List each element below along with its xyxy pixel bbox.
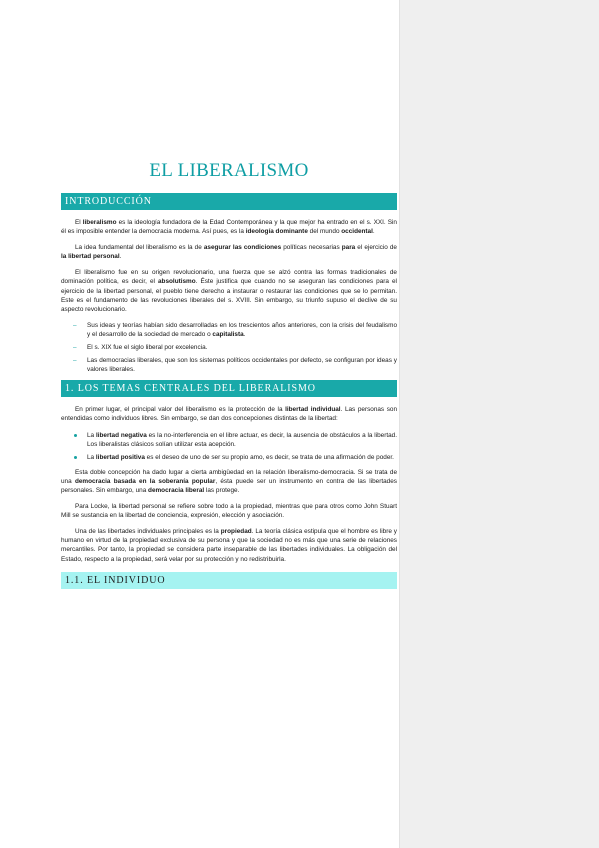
- section1-paragraph-1: [61, 405, 397, 423]
- dot-bullet-icon: [74, 456, 77, 459]
- intro-paragraph-2: [61, 243, 397, 261]
- intro-list: [61, 321, 397, 374]
- list-item: [61, 453, 397, 462]
- dash-bullet-icon: –: [73, 344, 77, 352]
- bold-text: para: [341, 244, 356, 252]
- bold-text: occidental: [341, 228, 373, 236]
- section-heading-intro: INTRODUCCIÓN: [61, 193, 397, 210]
- text-run: el ejercicio de: [355, 244, 397, 252]
- list-item: [61, 431, 397, 449]
- list-item: [61, 356, 397, 374]
- text-run: Una de las libertades individuales principales es la: [75, 528, 221, 536]
- text-run: Para Locke, la libertad personal se refiere sobre todo a la propiedad, mientras que para otros como John Stuart Mill se sustancia en la libertad de conciencia, expresión, elección y asociación.: [61, 503, 397, 520]
- dash-bullet-icon: –: [73, 321, 77, 329]
- section1-paragraph-4: [61, 527, 397, 563]
- bold-text: capitalista: [212, 330, 244, 338]
- text-run: El s. XIX fue el siglo liberal por excelencia.: [87, 344, 208, 352]
- bold-text: libertad individual: [285, 406, 341, 414]
- subsection-heading-1-1: 1.1. EL INDIVIDUO: [61, 572, 397, 589]
- text-run: La idea fundamental del liberalismo es la de: [75, 244, 204, 252]
- text-run: es el deseo de uno de ser su propio amo, es decir, se trata de una afirmación de poder.: [144, 453, 394, 461]
- bold-text: asegurar las condiciones: [203, 244, 282, 252]
- bold-text: democracia basada en la soberanía popular: [74, 477, 216, 485]
- text-run: . La teoría clásica estipula que el hombre es libre y humano en virtud de la propiedad exclusiva de su persona y que la sociedad no es más que una serie de relaciones mercantiles. Por tanto, la propiedad se considera parte inseparable de las libertades individuales. La obligación del Estado, respecto a la propiedad, será velar por su protección y no redistribuirla.: [61, 528, 397, 563]
- section1-list: [61, 431, 397, 462]
- dot-bullet-icon: [74, 434, 77, 437]
- text-run: .: [119, 253, 122, 261]
- text-run: es la ideología fundadora de la Edad Contemporánea y la que mejor ha entrado en el s. XXI. Sin él es imposible entender la democracia moderna. Así pues, es la: [61, 219, 397, 236]
- text-run: Sus ideas y teorías habían sido desarrolladas en los trescientos años anteriores, con la crisis del feudalismo y el desarrollo de la sociedad de mercado o: [87, 321, 397, 338]
- text-run: , ésta puede ser un instrumento en contra de las libertades personales. Sin embargo, una: [61, 477, 397, 494]
- section-heading-1: 1. LOS TEMAS CENTRALES DEL LIBERALISMO: [61, 380, 397, 397]
- text-run: .: [243, 330, 246, 338]
- text-run: En primer lugar, el principal valor del liberalismo es la protección de la: [75, 406, 286, 414]
- comment-panel: [399, 0, 599, 848]
- text-run: Esta doble concepción ha dado lugar a cierta ambigüedad en la relación liberalismo-democracia. Si se trata de una: [61, 468, 397, 485]
- text-run: políticas necesarias: [281, 244, 342, 252]
- text-run: La: [87, 453, 96, 461]
- intro-paragraph-1: [61, 218, 397, 236]
- text-run: del mundo: [307, 228, 342, 236]
- text-run: es la no-interferencia en el libre actuar, es decir, la ausencia de obstáculos a la libertad. Los liberalistas clásicos solían utilizar esta acepción.: [87, 431, 397, 448]
- section1-paragraph-3: [61, 502, 397, 520]
- list-item: [61, 321, 397, 339]
- text-run: Las democracias liberales, que son los sistemas políticos occidentales por defecto, se configuran por ideas y valores liberales.: [87, 357, 397, 374]
- intro-paragraph-3: [61, 268, 397, 313]
- text-run: . Éste justifica que cuando no se aseguran las condiciones para el ejercicio de la libertad personal, el pueblo tiene derecho a instaurar o restaurar las condiciones que se lo permitan. Este es el fundamento de las revoluciones liberales del s. XVIII. Sin embargo, su triunfo supuso el declive de su aspecto revolucionario.: [61, 278, 397, 313]
- document-page: [61, 150, 397, 589]
- dash-bullet-icon: –: [73, 357, 77, 365]
- text-run: las protege.: [204, 486, 240, 494]
- document-title: EL LIBERALISMO: [149, 160, 309, 181]
- bold-text: libertad positiva: [95, 453, 145, 461]
- text-run: El liberalismo fue en su origen revolucionario, una fuerza que se alzó contra las formas tradicionales de dominación política, es decir, el: [61, 269, 397, 286]
- section1-paragraph-2: [61, 468, 397, 495]
- text-run: . Las personas son entendidas como individuos libres. Sin embargo, se dan dos concepciones distintas de la libertad:: [61, 406, 398, 423]
- bold-text: libertad negativa: [95, 431, 147, 439]
- bold-text: ideología dominante: [245, 228, 308, 236]
- bold-text: democracia liberal: [148, 486, 205, 494]
- bold-text: la libertad personal: [61, 253, 120, 261]
- bold-text: absolutismo: [158, 278, 196, 286]
- text-run: .: [372, 228, 375, 236]
- bold-text: propiedad: [220, 528, 252, 536]
- text-run: El: [75, 219, 83, 226]
- panel-divider: [399, 0, 400, 848]
- bold-text: liberalismo: [82, 219, 117, 226]
- text-run: La: [87, 431, 96, 439]
- list-item: [61, 343, 397, 352]
